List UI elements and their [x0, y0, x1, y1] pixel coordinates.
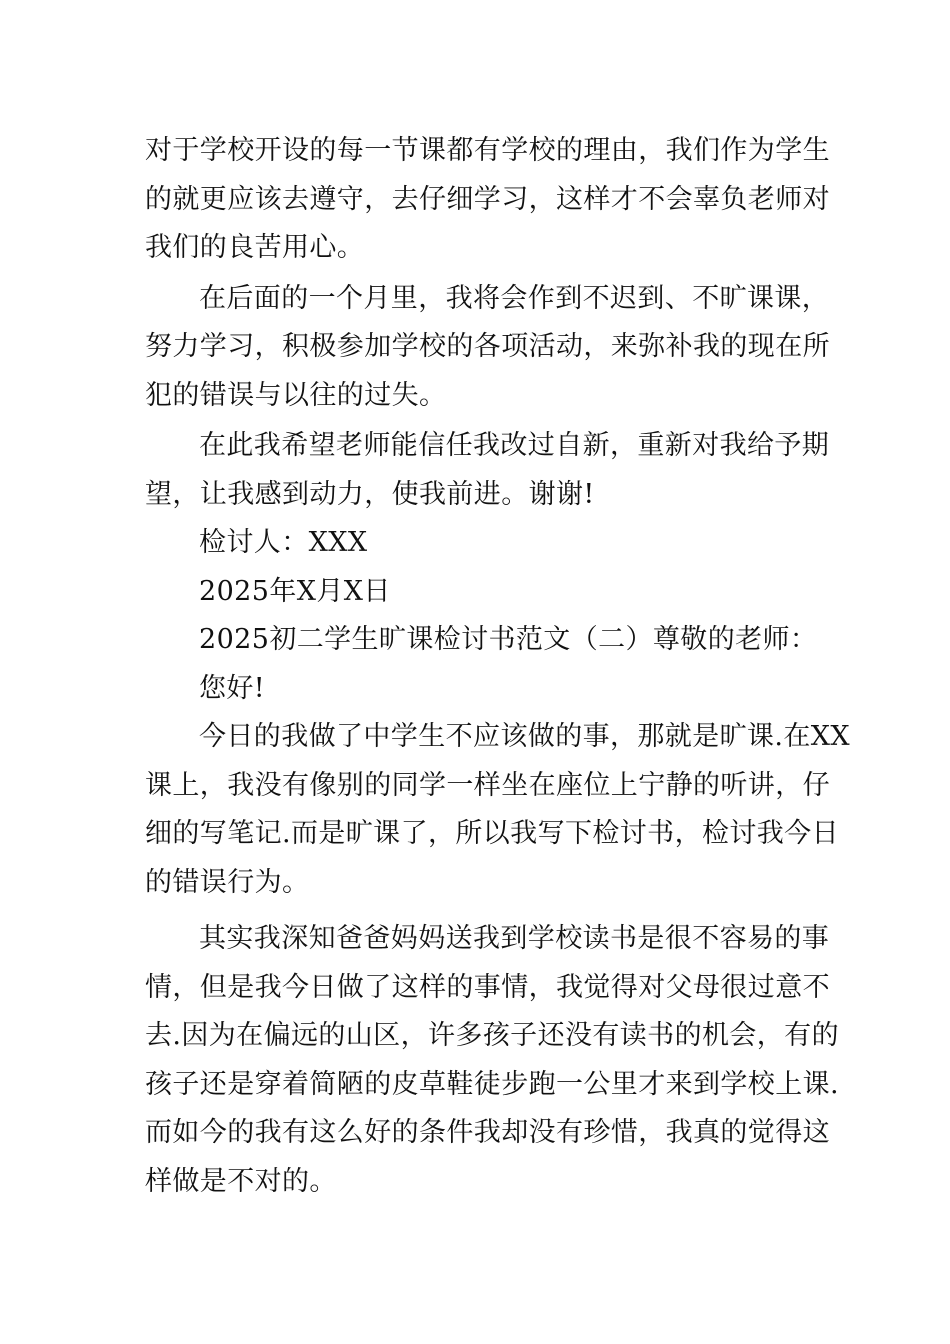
text-line: 去.因为在偏远的山区，许多孩子还没有读书的机会，有的 — [145, 1020, 839, 1051]
text-line: 的就更应该去遵守，去仔细学习，这样才不会辜负老师对 — [145, 183, 830, 215]
text-line: 犯的错误与以往的过失。 — [145, 379, 447, 411]
paragraph-5 — [145, 915, 839, 1206]
text-line: 孩子还是穿着简陋的皮草鞋徒步跑一公里才来到学校上课. — [145, 1068, 839, 1100]
paragraph-3 — [145, 422, 830, 519]
text-line: 我们的良苦用心。 — [145, 232, 365, 263]
text-line: 而如今的我有这么好的条件我却没有珍惜，我真的觉得这 — [145, 1117, 830, 1148]
text-line: 的错误行为。 — [145, 866, 310, 898]
text-line: 细的写笔记.而是旷课了，所以我写下检讨书，检讨我今日 — [145, 818, 839, 849]
text-line: 检讨人：XXX — [199, 527, 368, 558]
paragraph-2 — [145, 275, 830, 421]
text-line: 情，但是我今日做了这样的事情，我觉得对父母很过意不 — [145, 971, 830, 1003]
text-line: 努力学习，积极参加学校的各项活动，来弥补我的现在所 — [145, 331, 830, 362]
signature-date — [145, 568, 810, 617]
text-line: 望，让我感到动力，使我前进。谢谢! — [145, 478, 595, 510]
greeting — [145, 665, 810, 714]
document-body — [145, 127, 851, 1206]
paragraph-4 — [145, 713, 851, 907]
text-line: 2025年X月X日 — [199, 575, 391, 607]
paragraph-1 — [145, 127, 830, 273]
text-line: 其实我深知爸爸妈妈送我到学校读书是很不容易的事 — [199, 923, 830, 954]
text-line: 今日的我做了中学生不应该做的事，那就是旷课.在XX — [199, 721, 851, 752]
text-line: 对于学校开设的每一节课都有学校的理由，我们作为学生 — [145, 135, 830, 166]
text-line: 课上，我没有像别的同学一样坐在座位上宁静的听讲，仔 — [145, 769, 830, 801]
signature-name — [145, 519, 810, 568]
text-line: 样做是不对的。 — [145, 1165, 337, 1197]
text-line: 在此我希望老师能信任我改过自新，重新对我给予期 — [199, 430, 830, 461]
section-heading — [145, 616, 818, 665]
text-line: 在后面的一个月里，我将会作到不迟到、不旷课课， — [199, 282, 830, 314]
text-line: 您好! — [199, 672, 266, 704]
text-line: 2025初二学生旷课检讨书范文（二）尊敬的老师： — [199, 624, 818, 655]
